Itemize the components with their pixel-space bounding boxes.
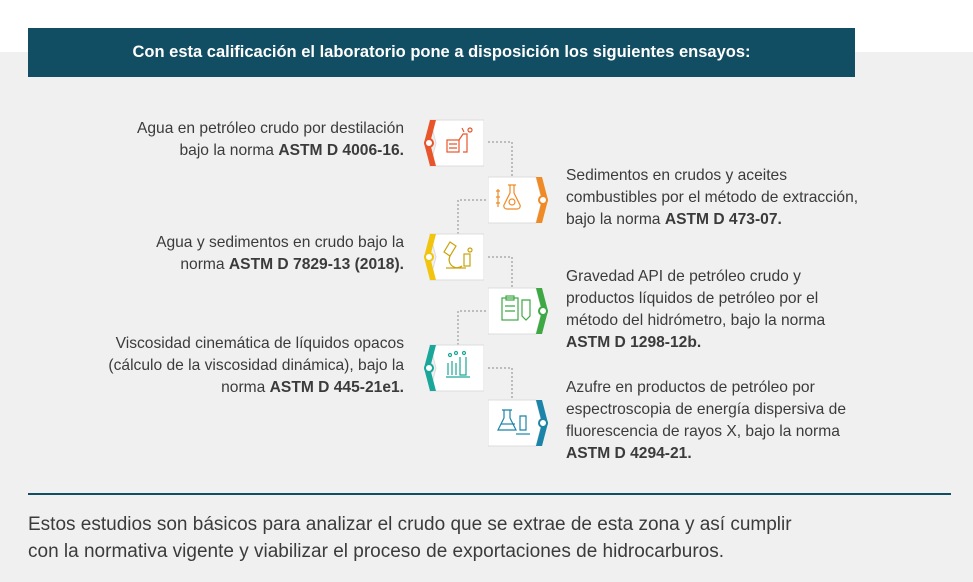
beaker-icon bbox=[488, 398, 552, 448]
test-line: método del hidrómetro, bajo la norma bbox=[566, 312, 826, 329]
test-line: bajo la norma bbox=[566, 211, 665, 228]
test-tubes-icon bbox=[420, 343, 484, 393]
banner-title: Con esta calificación el laboratorio pone a disposición los siguientes ensayos: bbox=[132, 43, 751, 61]
lab-distillation-icon bbox=[420, 118, 484, 168]
test-standard: ASTM D 473-07. bbox=[664, 211, 782, 228]
test-line: espectroscopia de energía dispersiva de bbox=[566, 401, 846, 418]
test-line: (cálculo de la viscosidad dinámica), bajo la bbox=[108, 357, 404, 374]
microscope-icon bbox=[420, 232, 484, 282]
step-4-marker bbox=[488, 286, 552, 336]
test-line: fluorescencia de rayos X, bajo la norma bbox=[566, 423, 840, 440]
test-line: Viscosidad cinemática de líquidos opacos bbox=[115, 335, 404, 352]
test-line: combustibles por el método de extracción, bbox=[566, 189, 859, 206]
test-line: Gravedad API de petróleo crudo y bbox=[566, 268, 801, 285]
step-3-marker bbox=[420, 232, 484, 282]
test-line: Agua en petróleo crudo por destilación bbox=[136, 120, 404, 137]
test-standard: ASTM D 1298-12b. bbox=[566, 334, 702, 351]
footer-paragraph bbox=[28, 511, 958, 565]
test-line: Azufre en productos de petróleo por bbox=[566, 379, 815, 396]
test-item-water-sediments bbox=[40, 232, 404, 276]
test-item-viscosity bbox=[26, 333, 404, 399]
test-standard: ASTM D 4006-16. bbox=[278, 142, 404, 159]
test-item-api-gravity bbox=[566, 266, 956, 354]
test-line: productos líquidos de petróleo por el bbox=[566, 290, 819, 307]
step-6-marker bbox=[488, 398, 552, 448]
clipboard-icon bbox=[488, 286, 552, 336]
test-line: bajo la norma bbox=[179, 142, 279, 159]
test-standard: ASTM D 445-21e1. bbox=[269, 379, 404, 396]
test-item-water-distillation bbox=[40, 118, 404, 162]
test-line: norma bbox=[180, 256, 229, 273]
test-standard: ASTM D 4294-21. bbox=[566, 445, 692, 462]
test-line: norma bbox=[221, 379, 270, 396]
test-item-sediments bbox=[566, 165, 956, 231]
footer-line: con la normativa vigente y viabilizar el proceso de exportaciones de hidrocarburos. bbox=[28, 541, 724, 562]
step-5-marker bbox=[420, 343, 484, 393]
test-line: Sedimentos en crudos y aceites bbox=[566, 167, 788, 184]
test-item-sulfur bbox=[566, 377, 956, 465]
step-1-marker bbox=[420, 118, 484, 168]
footer-line: Estos estudios son básicos para analizar el crudo que se extrae de esta zona y así cumplir bbox=[28, 514, 792, 535]
flask-icon bbox=[488, 175, 552, 225]
test-line: Agua y sedimentos en crudo bajo la bbox=[156, 234, 404, 251]
section-divider bbox=[28, 493, 951, 495]
step-2-marker bbox=[488, 175, 552, 225]
test-standard: ASTM D 7829-13 (2018). bbox=[228, 256, 404, 273]
